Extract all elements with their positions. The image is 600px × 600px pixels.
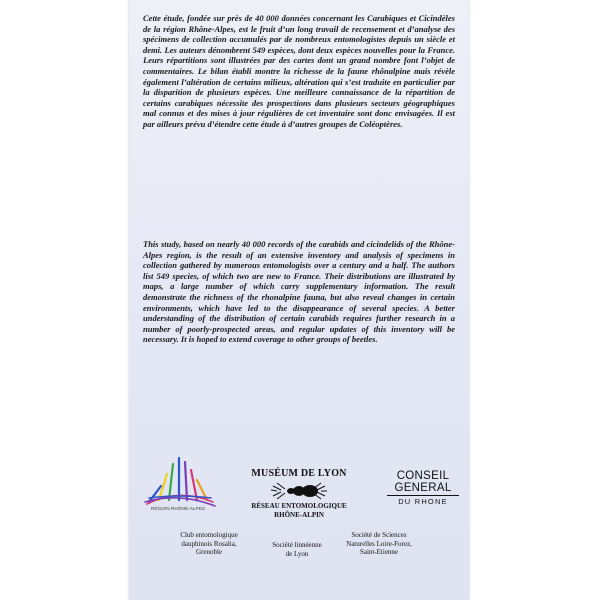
partner-loire-line-2: Naturelles Loire-Forez, <box>346 539 412 548</box>
reseau-line-1: RÉSEAU ENTOMOLOGIQUE <box>251 502 347 510</box>
partner-loire-forez <box>329 531 429 557</box>
partner-linneenne-line-1: Société linnéenne <box>272 541 322 549</box>
conseil-line-2: GENERAL <box>394 482 452 494</box>
partner-loire-line-1: Société de Sciences <box>351 531 407 539</box>
conseil-line-3: DU RHONE <box>398 497 448 507</box>
french-summary: Cette étude, fondée sur près de 40 000 données concernant les Carabiques et Cicindèles de la région Rhône-Alpes, est le fruit d’un long travail de recensement et d’analyse des spécimens de collection accumulés par de nombreux entomologistes depuis un siècle et demi. Les auteurs dénombrent 549 espèces, dont deux espèces nouvelles pour la France. Leurs répartitions sont illustrées par des cartes dont un grand nombre font l’objet de commentaires. Le bilan établi montre la richesse de la faune rhônalpine mais révèle également l’altération de certains milieux, altération qui s’est traduite en particulier par la disparition de plusieurs espèces. Une meilleure connaissance de la répartition de certains carabiques nécessite des prospections dans plusieurs secteurs géographiques mal connus et des mises à jour régulières de cet inventaire sont donc envisagées. Il est par ailleurs prévu d’étendre cette étude à d’autres groupes de Coléoptères. <box>143 13 455 129</box>
region-rhone-alpes-logo <box>139 452 219 526</box>
region-label: RÉGION RHÔNE-ALPES <box>150 506 206 511</box>
english-summary: This study, based on nearly 40 000 records of the carabids and cicindelids of the Rhône-Alpes region, is the result of an extensive inventory and analysis of specimens in collection gathered by numerous entomologists over a century and a half. The authors list 549 species, of which two are new to France. Their distributions are illustrated by maps, a large number of which carry supplementary information. The result demonstrate the richness of the rhonalpine fauna, but also reveal changes in certain environments, which have led to the disappearance of several species. A better understanding of the distribution of certain carabids requires further research in a number of poorly-prospected areas, and regular updates of this inventory will be necessary. It is hoped to extend coverage to other groups of beetles. <box>143 239 455 345</box>
partner-linneenne <box>257 541 337 558</box>
conseil-general-logo <box>383 470 463 506</box>
museum-title: MUSÉUM DE LYON <box>251 468 347 479</box>
partner-rosalia <box>169 531 249 557</box>
reseau-entomologique-label <box>239 502 359 519</box>
partner-rosalia-line-2: dauphinois Rosalia, <box>181 539 237 548</box>
beetle-icon <box>269 480 329 502</box>
conseil-divider <box>387 495 459 496</box>
back-cover <box>129 0 469 600</box>
conseil-line-1: CONSEIL <box>396 470 450 482</box>
partner-linneenne-line-2: de Lyon <box>285 549 309 558</box>
partner-rosalia-line-3: Grenoble <box>195 548 223 557</box>
partner-rosalia-line-1: Club entomologique <box>180 531 238 539</box>
partner-loire-line-3: Saint-Etienne <box>359 548 399 557</box>
reseau-line-2: RHÔNE-ALPIN <box>274 510 324 519</box>
